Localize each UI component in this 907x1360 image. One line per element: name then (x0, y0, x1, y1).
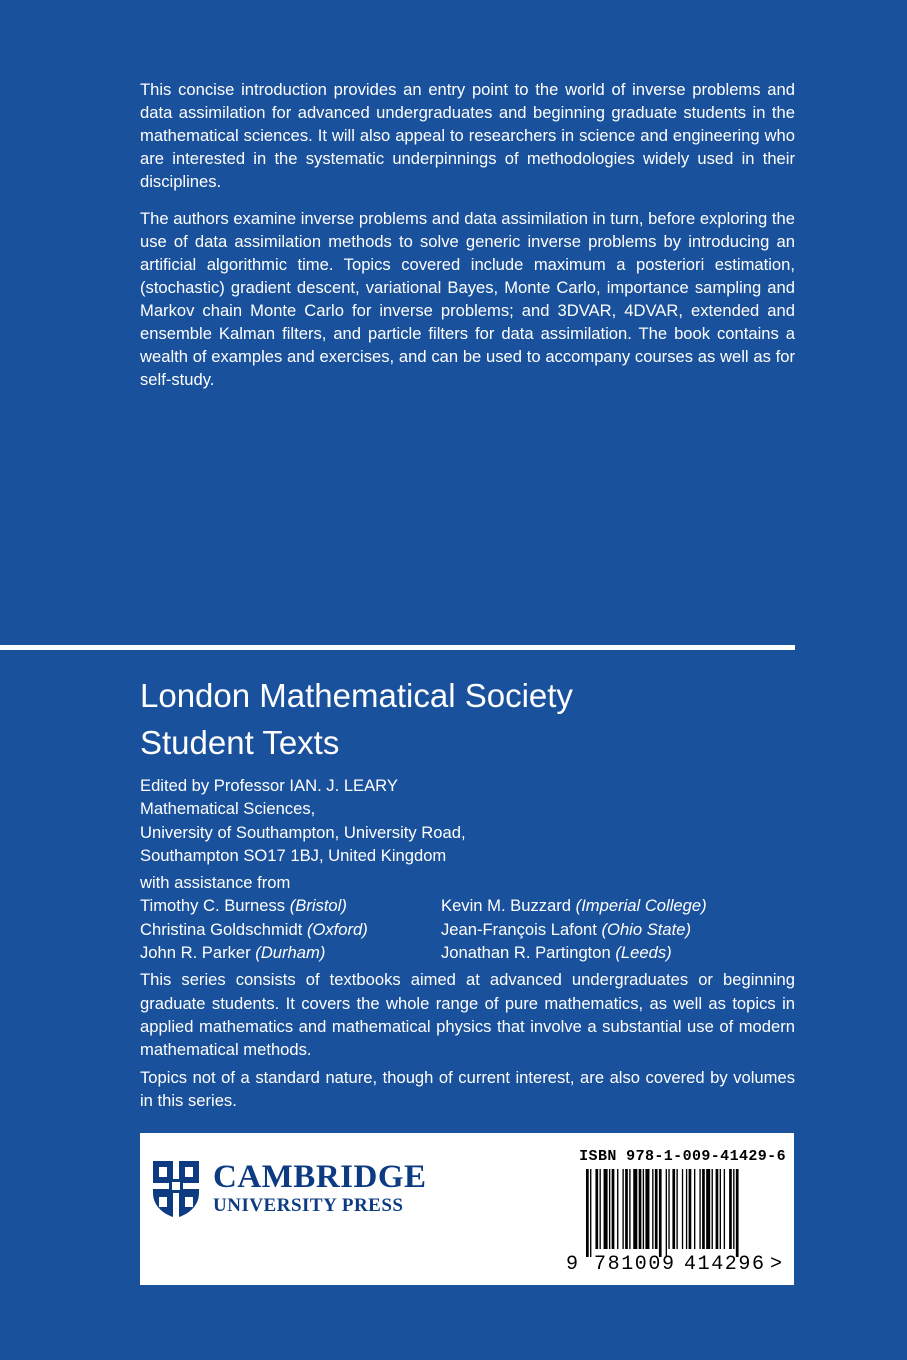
series-description: This series consists of textbooks aimed at advanced undergraduates or beginning graduate students. It covers the whole range of pure mathematics, as well as topics in applied mathematics and mathematical physics that involve a substantial use of modern mathematical methods. (140, 970, 795, 1060)
barcode-bar (712, 1169, 713, 1249)
editor-line: University of Southampton, University Road, (140, 822, 466, 842)
divider-rule (0, 645, 795, 650)
barcode-bar (668, 1169, 669, 1249)
isbn-marker: > (770, 1253, 783, 1276)
assistant-list (140, 894, 800, 964)
isbn-group2: 414296 (684, 1253, 766, 1276)
cambridge-shield-icon (151, 1159, 201, 1219)
series-title-line: London Mathematical Society (140, 677, 573, 714)
publisher-footer (140, 1133, 794, 1285)
barcode-bar (604, 1169, 608, 1249)
barcode-bar (655, 1169, 658, 1249)
barcode-bar (694, 1169, 695, 1249)
publisher-name (213, 1158, 427, 1218)
barcode-bar (706, 1169, 710, 1249)
publisher-name-line1: CAMBRIDGE (213, 1158, 427, 1195)
barcode-bar (586, 1169, 589, 1257)
isbn-lead-digit: 9 (566, 1253, 579, 1276)
barcode-bar (652, 1169, 653, 1249)
barcode-bar (702, 1169, 705, 1249)
barcode-bar (612, 1169, 615, 1249)
assistant-affiliation: (Durham) (255, 943, 326, 963)
assistant-name: Jonathan R. Partington (441, 943, 611, 963)
barcode-bar (633, 1169, 637, 1249)
barcode-bar (590, 1169, 591, 1257)
back-cover-blurb (140, 78, 795, 405)
assistant-affiliation: (Leeds) (615, 943, 672, 963)
barcode-bar (729, 1169, 732, 1249)
assistant-affiliation: (Bristol) (289, 896, 347, 916)
assistance-label: with assistance from (140, 873, 291, 893)
barcode-bar (720, 1169, 721, 1249)
barcode-bar (699, 1169, 700, 1249)
blurb-paragraph: The authors examine inverse problems and data assimilation in turn, before exploring the use of data assimilation methods to solve generic inverse problems by introducing an artificial algorithmic time. Topics covered include maximum a posteriori estimation, (stochastic) gradient descent, variational Bayes, Monte Carlo, importance sampling and Markov chain Monte Carlo for inverse problems; and 3DVAR, 4DVAR, extended and ensemble Kalman filters, and particle filters for data assimilation. The book contains a wealth of examples and exercises, and can be used to accompany courses as well as for self-study. (140, 209, 795, 389)
assistant-name: John R. Parker (140, 943, 251, 963)
editor-line: Mathematical Sciences, (140, 799, 316, 819)
assistant-entry (441, 941, 801, 964)
isbn-barcode (564, 1149, 786, 1275)
barcode-bar (629, 1169, 630, 1249)
assistant-affiliation: (Oxford) (306, 919, 368, 939)
barcode-bar (689, 1169, 692, 1249)
series-section (140, 672, 800, 1112)
barcode-bar (659, 1169, 662, 1257)
assistant-name: Timothy C. Burness (140, 896, 286, 916)
assistant-name: Christina Goldschmidt (140, 919, 303, 939)
series-description: Topics not of a standard nature, though of current interest, are also covered by volumes in this series. (140, 1067, 795, 1110)
assistant-name: Kevin M. Buzzard (441, 896, 572, 916)
editor-block (140, 774, 800, 867)
isbn-label: ISBN 978-1-009-41429-6 (579, 1148, 786, 1165)
blurb-paragraph: This concise introduction provides an entry point to the world of inverse problems and data assimilation for advanced undergraduates and beginning graduate students in the mathematical sciences. It will also appeal to researchers in science and engineering who are interested in the systematic underpinnings of methodologies widely used in their disciplines. (140, 80, 795, 191)
barcode-bar (686, 1169, 687, 1249)
assistant-entry (140, 941, 441, 964)
publisher-name-line2: UNIVERSITY PRESS (213, 1194, 404, 1216)
barcode-bar (716, 1169, 719, 1249)
assistant-entry (140, 918, 441, 941)
assistant-affiliation: (Ohio State) (601, 919, 691, 939)
barcode-bars (586, 1169, 776, 1257)
barcode-bar (639, 1169, 642, 1249)
barcode-bar (600, 1169, 601, 1249)
assistant-entry (441, 918, 801, 941)
barcode-bar (622, 1169, 623, 1249)
barcode-bar (609, 1169, 610, 1249)
editor-line: Edited by Professor IAN. J. LEARY (140, 776, 398, 795)
barcode-bar (643, 1169, 644, 1249)
editor-line: Southampton SO17 1BJ, United Kingdom (140, 845, 447, 865)
assistant-name: Jean-François Lafont (441, 919, 597, 939)
publisher-logo (151, 1159, 427, 1219)
isbn-group1: 781009 (594, 1253, 676, 1276)
barcode-bar (617, 1169, 618, 1249)
barcode-bar (625, 1169, 628, 1249)
barcode-bar (733, 1169, 734, 1249)
barcode-bar (666, 1169, 667, 1257)
series-title-line: Student Texts (140, 724, 340, 761)
assistant-affiliation: (Imperial College) (575, 896, 707, 916)
barcode-bar (645, 1169, 649, 1249)
assistant-entry (441, 894, 801, 917)
barcode-bar (676, 1169, 677, 1249)
barcode-bar (595, 1169, 598, 1249)
series-title (140, 672, 800, 766)
assistant-entry (140, 894, 441, 917)
barcode-bar (672, 1169, 675, 1249)
barcode-bar (736, 1169, 739, 1257)
barcode-bar (724, 1169, 725, 1249)
barcode-bar (682, 1169, 683, 1249)
